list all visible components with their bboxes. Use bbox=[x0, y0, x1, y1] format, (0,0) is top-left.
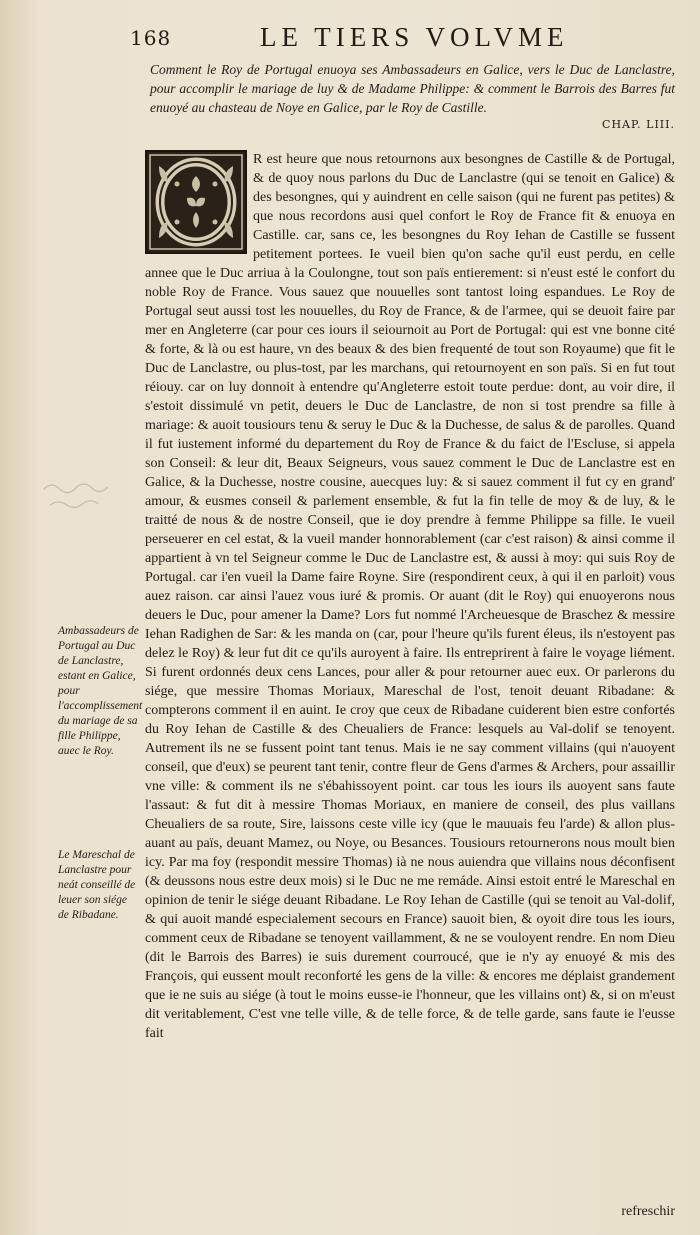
chapter-title: Comment le Roy de Portugal enuoya ses Ambassadeurs en Galice, vers le Duc de Lanclastre, pour accomplir le mariage de luy & de Madame Philippe: & comment le Barrois des Barres fut enuoyé au chasteau de Noye en Galice, par le Roy de Castille. bbox=[150, 62, 675, 115]
body-paragraph: R est heure que nous retournons aux besongnes de Castille & de Portugal, & de quoy nous parlons du Duc de Lanclastre (qui se tenoit en Galice) & des besongnes, qui y auindrent en celle saison (qui ne furent pas petites) & que nous recordons ausi quel confort le Roy de France fit & enuoya en Castille. car, sans ce, les besongnes du Roy Iehan de Castille se fussent petitement portees. Ie vueil bien qu'on sache qu'il eust perdu, en celle annee que le Duc arriua à la Coulongne, tout son païs entierement: si n'eust esté le confort du noble Roy de France. Vous sauez que nouuelles sont tantost loing espandues. Le Roy de Portugal seut aussi tost les nouuelles, du Roy de France, & de l'armee, qui se deuoit faire par mer en Angleterre (car pour ces iours il seiournoit au Port de Portugal: qui est vne bonne cité & forte, & là ou est haure, vn des beaux & des bien frequenté de tout son Royaume) que fit le Duc de Lanclastre, ou plus-tost, par les marchans, qui retournoyent en son païs. Si en fut tout réiouy. car on luy donnoit à entendre qu'Angleterre estoit toute perdue: dont, au voir dire, il s'estoit dissimulé vn petit, deuers le Duc de Lanclastre, de non si tost prendre sa fille à mariage: & auoit tousiours tenu & seruy le Duc & la Duchesse, de salus & de parolles. Quand il fut iustement informé du departement du Roy de France & du faict de l'Escluse, si appela son Conseil: & leur dit, Beaux Seigneurs, vous sauez comment le Duc de Lanclastre est en Galice, & la Duchesse, nostre cousine, auecques luy: & si sauez comment il fut cy en grand' amour, & eusmes conseil & parlement ensemble, & fut la fin telle de moy & de luy, & le traitté de nous & de nostre Conseil, que ie doy prendre à femme Philippe sa fille. Ie vueil perseuerer en cel estat, & la vueil mander honnorablement (car c'est raison) & ainsi comme il appartient à vn tel Seigneur comme le Duc de Lanclastre est, & aussi à moy: qui suis Roy de Portugal. car i'en vueil la Dame faire Royne. Sire (respondirent ceux, à qui il en parloit) vous auez raison. car ainsi l'auez vous iuré & promis. Or auant (dit le Roy) qui enuoyerons nous deuers le Duc, pour amener la Dame? Lors fut nommé l'Archeuesque de Braschez & messire Iehan Radighen de Sar: & les manda on (car, pour l'heure qu'ils furent éleus, ils n'estoyent pas delez le Roy) & leur fut dit ce qu'ils auroyent à faire. Ils entreprirent à faire le voyage liément. Si furent ordonnés deux cens Lances, pour aller & pour retourner auec eux. Or parlerons du siége, que messire Thomas Moriaux, Mareschal de l'ost, tenoit deuant Ribadane: & compterons comment il en auint. Ie croy que ceux de Ribadane cuiderent bien estre confortés du Roy Iehan de Castille & des Cheualiers de France: lesquels au Val-dolif se tenoyent. Autrement ils ne se fussent point tant tenus. Mais ie ne say comment villains (qui n'auoyent conseil, que d'eux) se peurent tant tenir, contre fleur de Gens d'armes & Archers, pour assaillir vne ville: & comment ils ne s'ébahissoyent point. car tous les iours ils auoyent sans faute l'assaut: & fut dit à messire Thomas Moriaux, en maniere de conseil, des plus vaillans Cheualiers de sa route, Sire, laissons ceste ville icy (que le mauuais feu l'arde) & allon plus-auant au païs, deuant Mamez, ou Noye, ou Besances. Tousiours retournerons nous moult bien icy. Par ma foy (respondit messire Thomas) ià ne nous auiendra que villains nous déconfisent (& deussons nous estre deux mois) si le Duc ne me remáde. Ainsi estoit entré le Mareschal en opinion de tenir le siége deuant Ribadane. Le Roy Iehan de Castille (qui se tenoit au Val-dolif, & qui auoit mandé especialement secours en France) sauoit bien, & oyoit dire tous les iours, comment ceux de Ribadane se tenoyent vaillamment, & ne se vouloyent rendre. En nom Dieu (dit le Barrois des Barres) ie suis durement courroucé, que ie n'y ay enuoyé & mis des François, qui eussent moult reconforté les gens de la ville: & encores me déplaist grandement que ie ne suis au siége (à tout le moins eusse-ie l'honneur, que les villains ont) &, si on m'eust dit veritablement, C'est vne telle ville, & de telle force, & de telle garde, sans faute ie l'eusse fait bbox=[145, 152, 675, 1041]
margin-note-ambassadors: Ambassadeurs de Portugal au Duc de Lanclastre, estant en Galice, pour l'accomplissement du mariage de sa fille Philippe, auec le Roy. bbox=[58, 625, 143, 757]
catchword: refreschir bbox=[621, 1204, 675, 1219]
chapter-number: CHAP. LIII. bbox=[602, 118, 675, 131]
chapter-heading bbox=[150, 60, 675, 131]
body-text bbox=[145, 150, 675, 1043]
drop-cap-initial bbox=[145, 150, 247, 254]
bleed-through-annotation bbox=[39, 476, 131, 524]
faint-handwriting bbox=[39, 476, 130, 519]
margin-note-mareschal: Le Mareschal de Lanclastre pour neát conseillé de leuer son siége de Ribadane. bbox=[58, 849, 136, 921]
ornamented-o-initial-icon bbox=[147, 152, 245, 252]
running-title: LE TIERS VOLVME bbox=[260, 22, 569, 52]
page-number: 168 bbox=[130, 26, 172, 50]
page-header bbox=[130, 22, 675, 52]
